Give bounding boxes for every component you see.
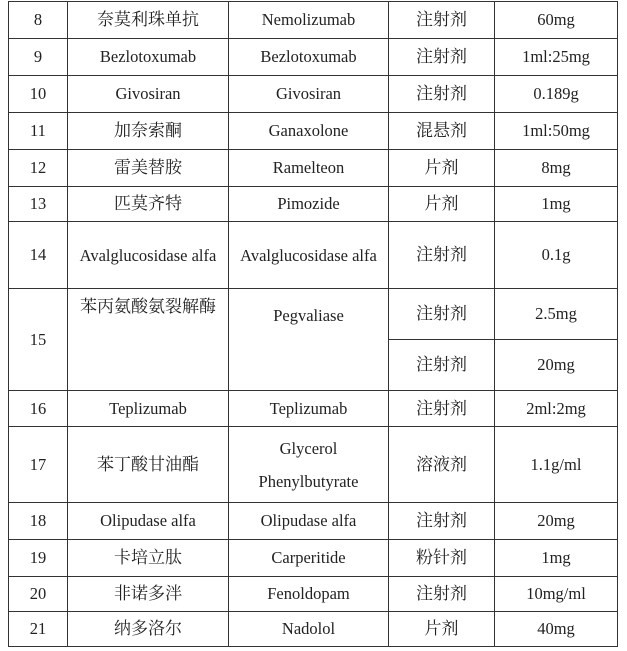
table-row <box>9 577 618 612</box>
table-row <box>9 76 618 113</box>
english-name: Carperitide <box>229 540 389 577</box>
english-name: Glycerol Phenylbutyrate <box>229 427 389 503</box>
table-row <box>9 150 618 187</box>
table-row <box>9 187 618 222</box>
table-row <box>9 39 618 76</box>
specification: 10mg/ml <box>495 577 618 612</box>
dosage-form: 注射剂 <box>389 76 495 113</box>
chinese-name: 苯丁酸甘油酯 <box>68 427 229 503</box>
row-number: 15 <box>9 289 68 391</box>
dosage-form: 片剂 <box>389 187 495 222</box>
row-number: 9 <box>9 39 68 76</box>
table-row <box>9 113 618 150</box>
chinese-name: 加奈索酮 <box>68 113 229 150</box>
dosage-form: 混悬剂 <box>389 113 495 150</box>
chinese-name: 纳多洛尔 <box>68 612 229 647</box>
english-name: Fenoldopam <box>229 577 389 612</box>
dosage-form: 片剂 <box>389 150 495 187</box>
specification: 1ml:50mg <box>495 113 618 150</box>
row-number: 20 <box>9 577 68 612</box>
chinese-name: 奈莫利珠单抗 <box>68 2 229 39</box>
dosage-form: 注射剂 <box>389 503 495 540</box>
row-number: 14 <box>9 222 68 289</box>
specification: 20mg <box>495 503 618 540</box>
english-name: Ganaxolone <box>229 113 389 150</box>
dosage-form: 片剂 <box>389 612 495 647</box>
chinese-name: Avalglucosidase alfa <box>68 222 229 289</box>
specification: 8mg <box>495 150 618 187</box>
chinese-name: Teplizumab <box>68 391 229 427</box>
specification: 2ml:2mg <box>495 391 618 427</box>
table-row <box>9 391 618 427</box>
english-name: Olipudase alfa <box>229 503 389 540</box>
english-name: Bezlotoxumab <box>229 39 389 76</box>
specification: 1.1g/ml <box>495 427 618 503</box>
table-row <box>9 540 618 577</box>
dosage-form: 粉针剂 <box>389 540 495 577</box>
specification: 1mg <box>495 187 618 222</box>
dosage-form: 注射剂 <box>389 391 495 427</box>
english-name: Ramelteon <box>229 150 389 187</box>
english-name: Nadolol <box>229 612 389 647</box>
chinese-name: Olipudase alfa <box>68 503 229 540</box>
dosage-form: 溶液剂 <box>389 427 495 503</box>
row-number: 17 <box>9 427 68 503</box>
dosage-form: 注射剂 <box>389 222 495 289</box>
specification: 40mg <box>495 612 618 647</box>
specification: 0.1g <box>495 222 618 289</box>
dosage-form: 注射剂 <box>389 577 495 612</box>
table-row <box>9 427 618 503</box>
english-name: Avalglucosidase alfa <box>229 222 389 289</box>
chinese-name: 卡培立肽 <box>68 540 229 577</box>
row-number: 8 <box>9 2 68 39</box>
english-name: Nemolizumab <box>229 2 389 39</box>
row-number: 18 <box>9 503 68 540</box>
drug-table <box>8 1 618 647</box>
row-number: 21 <box>9 612 68 647</box>
english-name: Pegvaliase <box>229 289 389 391</box>
dosage-form: 注射剂 <box>389 289 495 340</box>
specification: 60mg <box>495 2 618 39</box>
row-number: 10 <box>9 76 68 113</box>
specification: 0.189g <box>495 76 618 113</box>
table-row <box>9 503 618 540</box>
specification: 2.5mg <box>495 289 618 340</box>
row-number: 16 <box>9 391 68 427</box>
specification: 1mg <box>495 540 618 577</box>
row-number: 19 <box>9 540 68 577</box>
chinese-name: 非诺多泮 <box>68 577 229 612</box>
specification: 20mg <box>495 340 618 391</box>
chinese-name: 苯丙氨酸氨裂解酶 <box>68 289 229 391</box>
table-row <box>9 2 618 39</box>
row-number: 11 <box>9 113 68 150</box>
chinese-name: Givosiran <box>68 76 229 113</box>
table-row <box>9 289 618 340</box>
dosage-form: 注射剂 <box>389 2 495 39</box>
english-name: Teplizumab <box>229 391 389 427</box>
chinese-name: 雷美替胺 <box>68 150 229 187</box>
table-row <box>9 612 618 647</box>
dosage-form: 注射剂 <box>389 39 495 76</box>
dosage-form: 注射剂 <box>389 340 495 391</box>
english-name: Pimozide <box>229 187 389 222</box>
chinese-name: Bezlotoxumab <box>68 39 229 76</box>
chinese-name: 匹莫齐特 <box>68 187 229 222</box>
english-name: Givosiran <box>229 76 389 113</box>
specification: 1ml:25mg <box>495 39 618 76</box>
row-number: 12 <box>9 150 68 187</box>
table-row <box>9 222 618 289</box>
row-number: 13 <box>9 187 68 222</box>
